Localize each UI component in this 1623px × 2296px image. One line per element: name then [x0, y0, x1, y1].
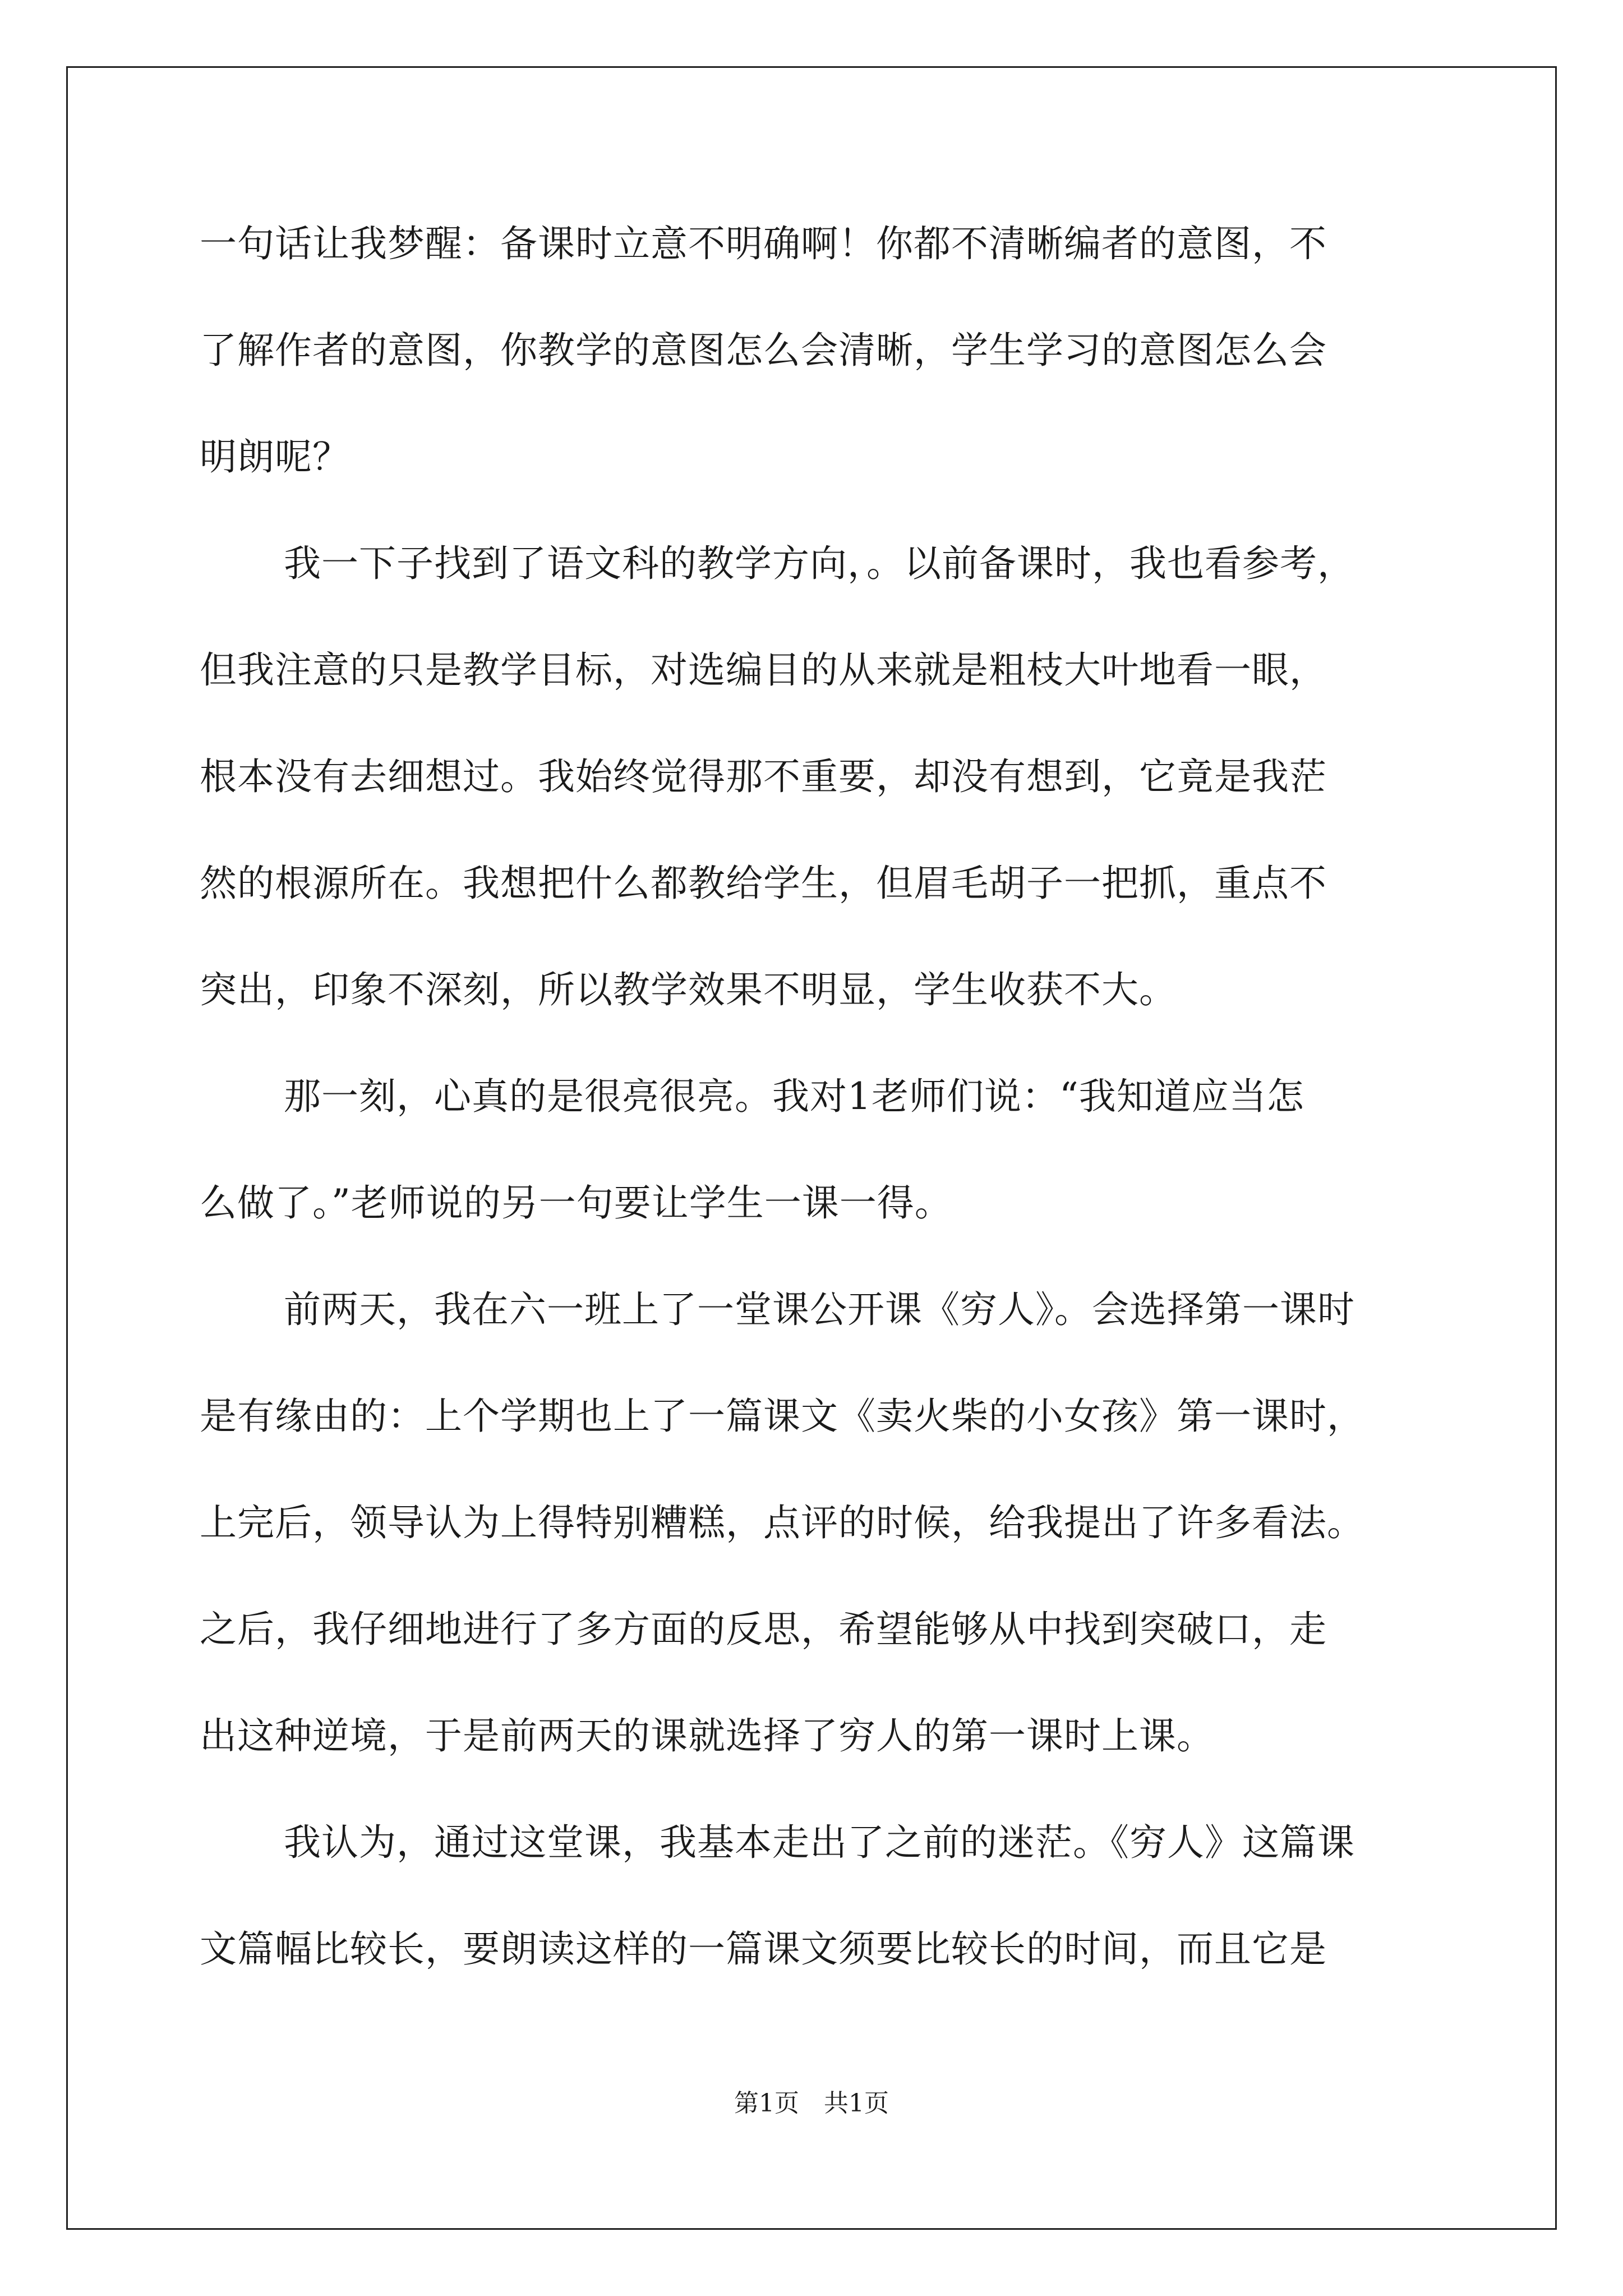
text-line: 么做了。”老师说的另一句要让学生一课一得。	[200, 1181, 952, 1225]
text-line: 然的根源所在。我想把什么都教给学生，但眉毛胡子一把抓，重点不	[200, 862, 1327, 905]
text-line: 但我注意的只是教学目标，对选编目的从来就是粗枝大叶地看一眼，	[200, 648, 1327, 692]
paragraph-start-line: 前两天，我在六一班上了一堂课公开课《穷人》。会选择第一课时	[284, 1288, 1355, 1331]
text-line: 上完后，领导认为上得特别糟糕，点评的时候，给我提出了许多看法。	[200, 1501, 1364, 1544]
text-line: 了解作者的意图，你教学的意图怎么会清晰，学生学习的意图怎么会	[200, 329, 1327, 372]
paragraph-start-line: 我认为，通过这堂课，我基本走出了之前的迷茫。《穷人》这篇课	[284, 1821, 1355, 1864]
paragraph-start-line: 那一刻，心真的是很亮很亮。我对1老师们说：“我知道应当怎	[284, 1075, 1304, 1118]
text-line: 文篇幅比较长，要朗读这样的一篇课文须要比较长的时间，而且它是	[200, 1927, 1327, 1971]
text-line: 突出，印象不深刻，所以教学效果不明显，学生收获不大。	[200, 968, 1177, 1011]
paragraph-start-line: 我一下子找到了语文科的教学方向，。以前备课时，我也看参考，	[284, 542, 1355, 585]
text-line: 之后，我仔细地进行了多方面的反思，希望能够从中找到突破口，走	[200, 1608, 1327, 1651]
text-line: 根本没有去细想过。我始终觉得那不重要，却没有想到，它竟是我茫	[200, 755, 1327, 798]
text-line: 一句话让我梦醒：备课时立意不明确啊！你都不清晰编者的意图，不	[200, 222, 1327, 265]
page-number-footer: 第1页 共1页	[734, 2089, 889, 2118]
text-line: 出这种逆境，于是前两天的课就选择了穷人的第一课时上课。	[200, 1714, 1214, 1757]
text-line: 明朗呢？	[200, 435, 350, 478]
document-body	[200, 210, 1439, 2022]
text-line: 是有缘由的：上个学期也上了一篇课文《卖火柴的小女孩》第一课时，	[200, 1395, 1364, 1438]
